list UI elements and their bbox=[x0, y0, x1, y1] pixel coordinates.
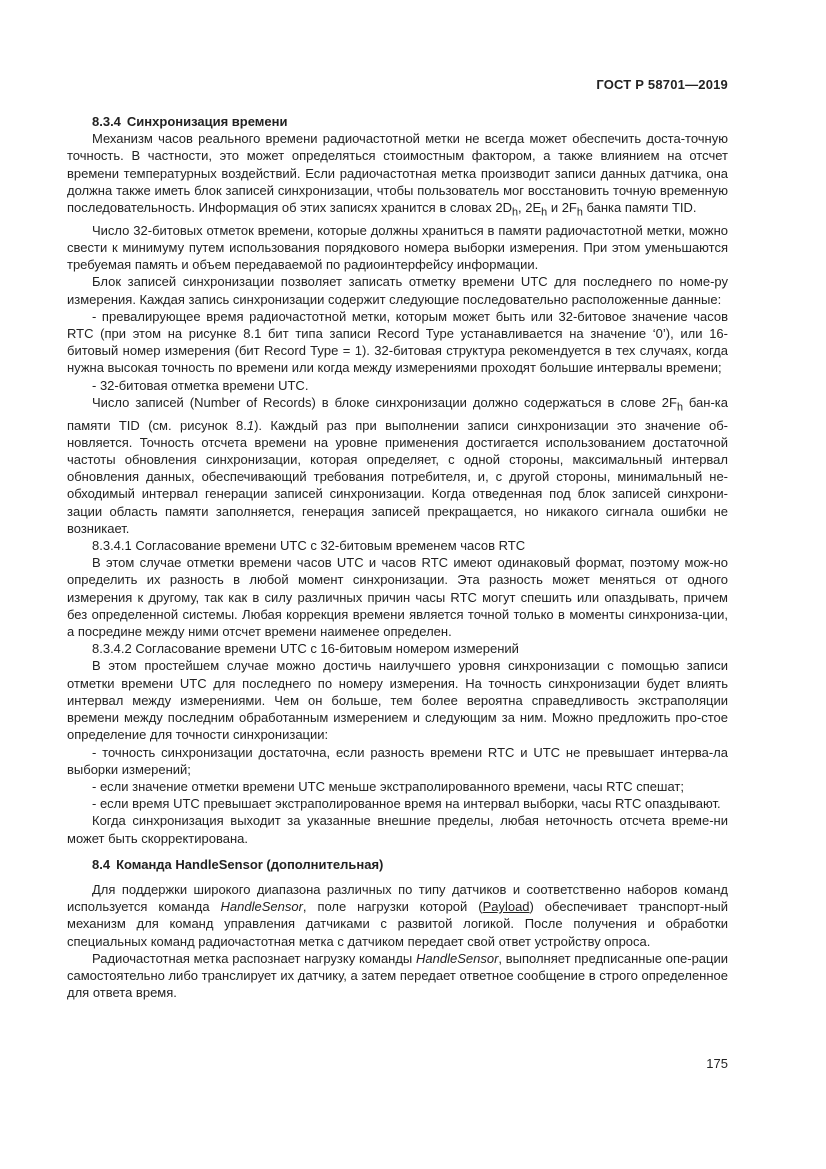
list-item: - точность синхронизации достаточна, если разность времени RTC и UTC не превышает интерва-ла выборки измерений; bbox=[67, 744, 728, 777]
section-number: 8.4 bbox=[92, 856, 111, 872]
list-item: - 32-битовая отметка времени UTC. bbox=[92, 377, 309, 393]
section-heading-8-3-4 bbox=[67, 113, 728, 130]
document-id-header: ГОСТ Р 58701—2019 bbox=[596, 77, 728, 92]
list-item: - если значение отметки времени UTC меньше экстраполированного времени, часы RTC спешат; bbox=[92, 778, 684, 794]
paragraph: Механизм часов реального времени радиочастотной метки не всегда может обеспечить доста-точную точность. В частности, это может определяться стоимостным фактором, а также влиянием на отсчет времени температурных воздействий. Если радиочастотная метка производит записи данных датчика, она должна также иметь блок записей синхронизации, чтобы пользователь мог восстановить точную временную последовательность. Информация об этих записях хранится в словах $2D_h$, $2E_h$ и $2F_h$ банка памяти TID. bbox=[67, 131, 728, 219]
paragraph: Для поддержки широкого диапазона различных по типу датчиков и соответственно наборов команд используется команда HandleSensor, поле нагрузки которой (Payload) обеспечивает транспорт-ный механизм для команд управления датчиками с развитой логикой. После получения и обработки специальных команд радиочастотная метка с датчиком передает свой ответ устройству опроса. bbox=[67, 881, 728, 949]
paragraph: Когда синхронизация выходит за указанные внешние пределы, любая неточность отсчета време-ни может быть скорректирована. bbox=[67, 813, 728, 846]
paragraph: Радиочастотная метка распознает нагрузку команды HandleSensor, выполняет предписанные опе-рации самостоятельно либо транслирует их датчику, а затем передает ответное сообщение в строго определенное для ответа время. bbox=[67, 950, 728, 1001]
subsection-heading-8-3-4-2: 8.3.4.2 Согласование времени UTC с 16-битовым номером измерений bbox=[92, 641, 519, 657]
paragraph: В этом простейшем случае можно достичь наилучшего уровня синхронизации с помощью записи отметки времени UTC для последнего по номеру измерения. На точность синхронизации будет влиять интервал между измерениями. Чем он больше, тем более вероятна справедливость экстраполяции времени между последним обработанным измерением и следующим за ним. Можно предложить про-стое определение для точности синхронизации: bbox=[67, 658, 728, 743]
list-item: - превалирующее время радиочастотной метки, которым может быть или 32-битовое значение часов RTC (при этом на рисунке 8.1 бит типа записи Record Type устанавливается на значение ‘0’), или 16-битовый номер измерения (бит Record Type = 1). 32-битовая структура рекомендуется в тех случаях, когда нужна высокая точность по времени или когда между измерениями проходят большие интервалы времени; bbox=[67, 308, 728, 376]
paragraph: В этом случае отметки времени часов UTC и часов RTC имеют одинаковый формат, поэтому мож-но определить их разность в любой момент синхронизации. Эта разность может меняться от одного измерения к другому, так как в силу различных причин часы RTC могут спешить или опаздывать, причем без определенной системы. Любая коррекция времени является точной только в моменты синхрониза-ции, а посредине между ними отсчет времени наименее определен. bbox=[67, 555, 728, 640]
page-body bbox=[67, 113, 729, 1001]
section-heading-8-4 bbox=[67, 856, 728, 873]
section-title: Команда HandleSensor (дополнительная) bbox=[116, 856, 384, 872]
page-number: 175 bbox=[706, 1056, 728, 1071]
paragraph: Число записей (Number of Records) в блоке синхронизации должно содержаться в слове $2F_h$ бан-ка памяти TID (см. рисунок 8.1). Каждый раз при выполнении записи синхронизации это значение об-новляется. Точность отсчета времени на уровне применения достигается использованием достаточной частоты обновления синхронизации, которая определяет, с одной стороны, максимальный интервал обновления данных, обеспечивающий требования потребителя, и, с другой стороны, минимальный не-обходимый интервал генерации записей синхронизации. Когда отведенная под блок записей синхрони-зации область памяти заполняется, генерация записей прекращается, но никакого сигнала ошибки не возникает. bbox=[67, 394, 729, 536]
paragraph: Число 32-битовых отметок времени, которые должны храниться в памяти радиочастотной метки, можно свести к минимуму путем использования порядкового номера выборки измерения. При этом уменьшаются требуемая память и объем передаваемой по радиоинтерфейсу информации. bbox=[67, 222, 728, 273]
section-title: Синхронизация времени bbox=[126, 114, 288, 129]
payload-term: Payload bbox=[482, 899, 530, 915]
section-number: 8.3.4 bbox=[92, 114, 121, 129]
list-item: - если время UTC превышает экстраполированное время на интервал выборки, часы RTC опаздывают. bbox=[92, 796, 721, 812]
paragraph: Блок записей синхронизации позволяет записать отметку времени UTC для последнего по номе-ру измерения. Каждая запись синхронизации содержит следующие последовательно расположенные данные: bbox=[67, 274, 728, 307]
subsection-heading-8-3-4-1: 8.3.4.1 Согласование времени UTC с 32-битовым временем часов RTC bbox=[92, 538, 526, 554]
